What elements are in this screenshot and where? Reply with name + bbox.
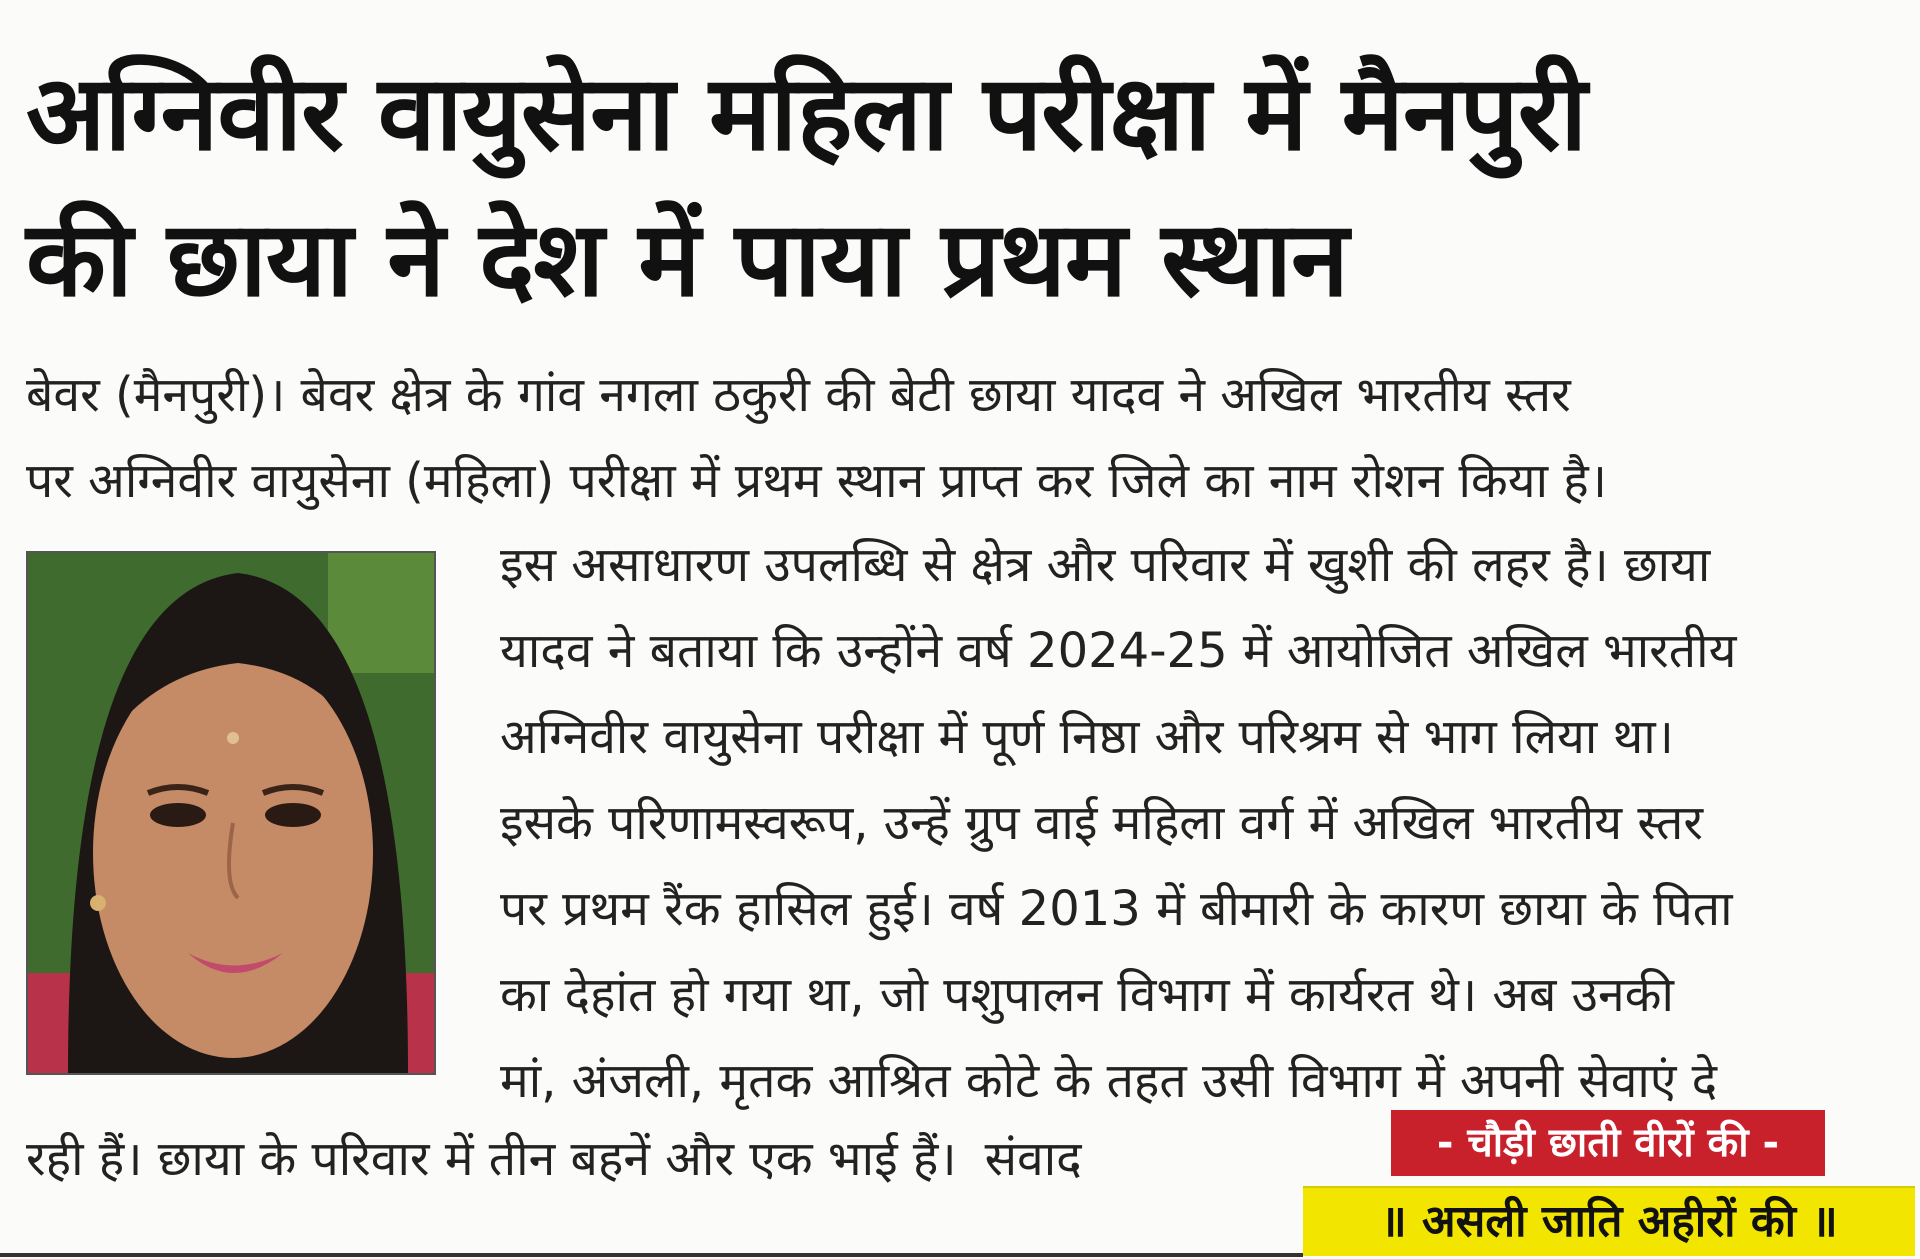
body-line: यादव ने बताया कि उन्होंने वर्ष 2024-25 में आयोजित अखिल भारतीय [500,623,1737,679]
byline: संवाद [984,1131,1082,1187]
body-line: इसके परिणामस्वरूप, उन्हें ग्रुप वाई महिला वर्ग में अखिल भारतीय स्तर [500,795,1704,851]
red-slogan-tag: - चौड़ी छाती वीरों की - [1391,1110,1825,1176]
lead-line-1: बेवर (मैनपुरी)। बेवर क्षेत्र के गांव नगला ठकुरी की बेटी छाया यादव ने अखिल भारतीय स्तर [26,367,1571,423]
headline-line-2: की छाया ने देश में पाया प्रथम स्थान [26,198,1348,320]
body-line: पर प्रथम रैंक हासिल हुई। वर्ष 2013 में बीमारी के कारण छाया के पिता [500,881,1733,937]
bottom-divider [0,1253,1303,1257]
headline [26,40,1906,332]
headline-line-1: अग्निवीर वायुसेना महिला परीक्षा में मैनपुरी [26,52,1587,174]
body-line: इस असाधारण उपलब्धि से क्षेत्र और परिवार में खुशी की लहर है। छाया [500,537,1711,593]
article-lead [26,352,1607,524]
yellow-slogan-tag: ॥ असली जाति अहीरों की ॥ [1303,1186,1915,1256]
body-line: अग्निवीर वायुसेना परीक्षा में पूर्ण निष्ठा और परिश्रम से भाग लिया था। [500,709,1674,765]
lead-line-2: पर अग्निवीर वायुसेना (महिला) परीक्षा में प्रथम स्थान प्राप्त कर जिले का नाम रोशन किया है। [26,453,1607,509]
portrait-photo [26,551,436,1075]
article-tail [26,1116,1082,1202]
body-line: मां, अंजली, मृतक आश्रित कोटे के तहत उसी विभाग में अपनी सेवाएं दे [500,1053,1718,1109]
article-body-wrapped [500,522,1736,1124]
tail-line: रही हैं। छाया के परिवार में तीन बहनें और एक भाई हैं। [26,1131,957,1187]
body-line: का देहांत हो गया था, जो पशुपालन विभाग में कार्यरत थे। अब उनकी [500,967,1674,1023]
